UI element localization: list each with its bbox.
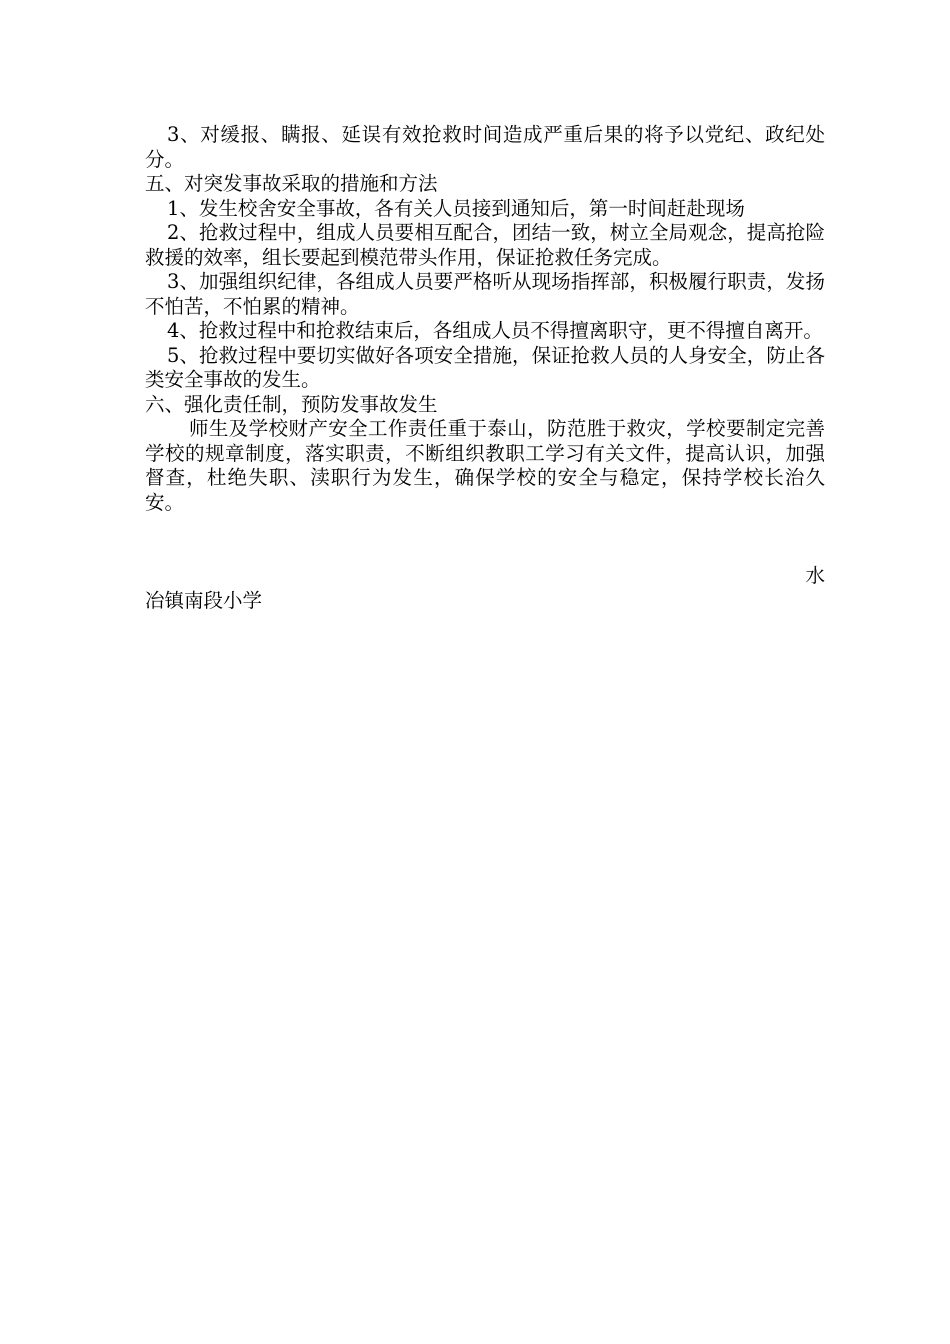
signature-line-1: 水 bbox=[805, 564, 825, 587]
signature-line-2: 冶镇南段小学 bbox=[145, 588, 263, 612]
paragraph-6-body: 师生及学校财产安全工作责任重于泰山，防范胜于救灾，学校要制定完善学校的规章制度，落实职责，不断组织教职工学习有关文件，提高认识，加强督查，杜绝失职、渎职行为发生，确保学校的安全与稳定，保持学校长治久安。 bbox=[145, 417, 825, 514]
paragraph-5-3: 3、加强组织纪律，各组成人员要严格听从现场指挥部，积极履行职责，发扬不怕苦，不怕累的精神。 bbox=[145, 270, 825, 318]
document-body bbox=[145, 123, 825, 613]
signature-spacer bbox=[145, 515, 825, 564]
paragraph-5-1: 1、发生校舍安全事故，各有关人员接到通知后，第一时间赶赴现场 bbox=[167, 196, 745, 220]
paragraph-5-4: 4、抢救过程中和抢救结束后，各组成人员不得擅离职守，更不得擅自离开。 bbox=[167, 319, 823, 342]
section-heading-5: 五、对突发事故采取的措施和方法 bbox=[145, 172, 438, 195]
paragraph-5-2: 2、抢救过程中，组成人员要相互配合，团结一致，树立全局观念，提高抢险救援的效率，组长要起到模范带头作用，保证抢救任务完成。 bbox=[145, 221, 825, 269]
paragraph-3-punishment: 3、对缓报、瞒报、延误有效抢救时间造成严重后果的将予以党纪、政纪处分。 bbox=[145, 123, 825, 171]
section-heading-6: 六、强化责任制，预防发事故发生 bbox=[145, 392, 438, 416]
paragraph-5-5: 5、抢救过程中要切实做好各项安全措施，保证抢救人员的人身安全，防止各类安全事故的发生。 bbox=[145, 343, 825, 391]
